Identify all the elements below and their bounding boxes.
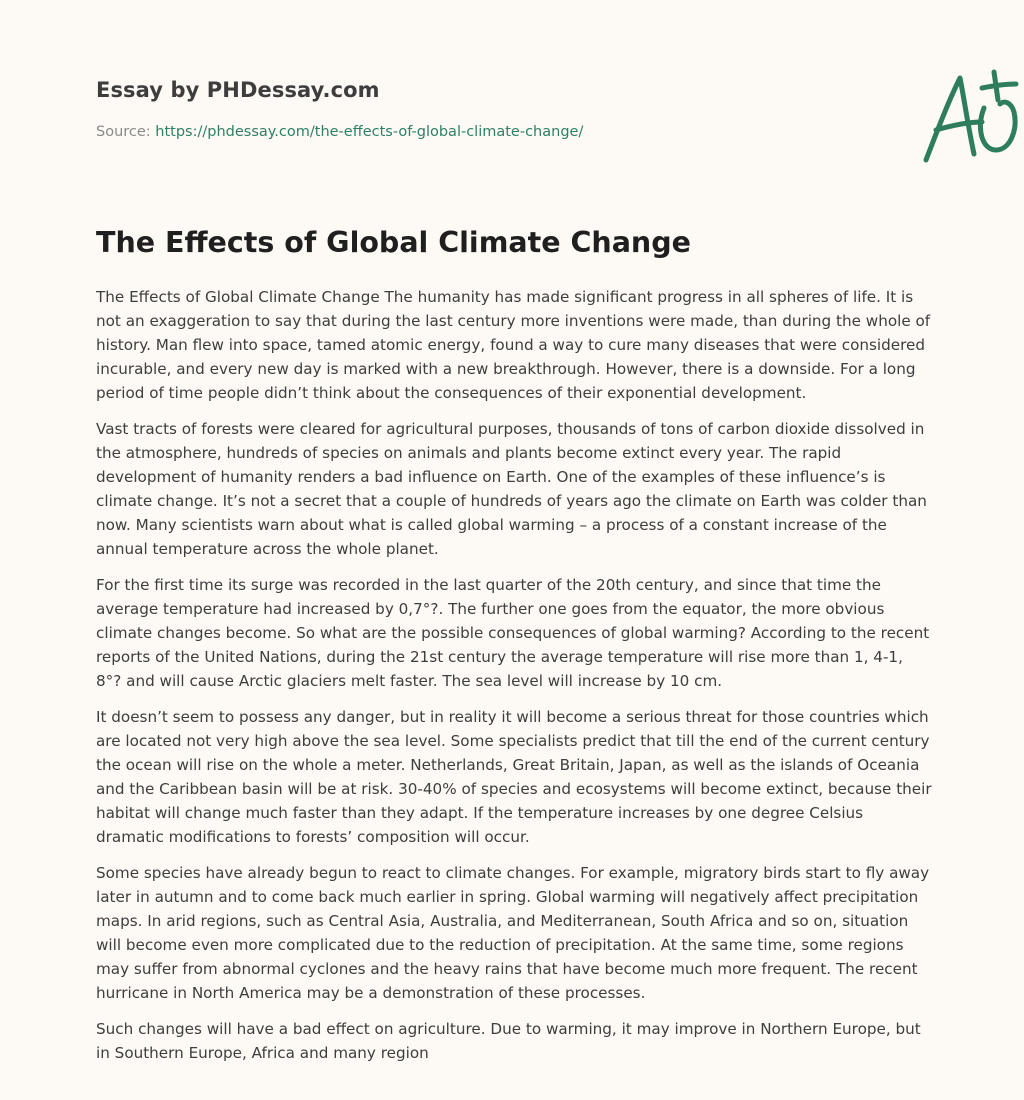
essay-paragraph: Vast tracts of forests were cleared for agricultural purposes, thousands of tons of carbon dioxide dissolved in the atmosphere, hundreds of species on animals and plants become extinct every year. The rapid development of humanity renders a bad influence on Earth. One of the examples of these influence’s is climate change. It’s not a secret that a couple of hundreds of years ago the climate on Earth was colder than now. Many scientists warn about what is called global warming – a process of a constant increase of the annual temperature across the whole planet. xyxy=(96,420,927,558)
source-line xyxy=(96,124,583,140)
essay-paragraph: It doesn’t seem to possess any danger, but in reality it will become a serious threat for those countries which are located not very high above the sea level. Some specialists predict that till the end of the current century the ocean will rise on the whole a meter. Netherlands, Great Britain, Japan, as well as the islands of Oceania and the Caribbean basin will be at risk. 30-40% of species and ecosystems will become extinct, because their habitat will change much faster than they adapt. If the temperature increases by one degree Celsius dramatic modifications to forests’ composition will occur. xyxy=(96,708,932,846)
essay-paragraph: For the first time its surge was recorded in the last quarter of the 20th century, and since that time the average temperature had increased by 0,7°?. The further one goes from the equator, the more obvious climate changes become. So what are the possible consequences of global warming? According to the recent reports of the United Nations, during the 21st century the average temperature will rise more than 1, 4-1, 8°? and will cause Arctic glaciers melt faster. The sea level will increase by 10 cm. xyxy=(96,576,930,690)
essay-title: The Effects of Global Climate Change xyxy=(96,226,691,259)
source-link[interactable]: https://phdessay.com/the-effects-of-global-climate-change/ xyxy=(155,124,584,140)
essay-body xyxy=(96,285,932,1077)
essay-paragraph: Some species have already begun to react to climate changes. For example, migratory birds start to fly away later in autumn and to come back much earlier in spring. Global warming will negatively affect precipitation maps. In arid regions, such as Central Asia, Australia, and Mediterranean, South Africa and so on, situation will become even more complicated due to the reduction of precipitation. At the same time, some regions may suffer from abnormal cyclones and the heavy rains that have become much more frequent. The recent hurricane in North America may be a demonstration of these processes. xyxy=(96,864,930,1002)
essay-paragraph: The Effects of Global Climate Change The humanity has made significant progress in all spheres of life. It is not an exaggeration to say that during the last century more inventions were made, than during the whole of history. Man flew into space, tamed atomic energy, found a way to cure many diseases that were considered incurable, and every new day is marked with a new breakthrough. However, there is a downside. For a long period of time people didn’t think about the consequences of their exponential development. xyxy=(96,288,931,402)
source-label: Source: xyxy=(96,124,151,140)
a-plus-logo-icon xyxy=(916,64,1024,168)
essay-paragraph: Such changes will have a bad effect on agriculture. Due to warming, it may improve in Northern Europe, but in Southern Europe, Africa and many region xyxy=(96,1020,921,1062)
site-title: Essay by PHDessay.com xyxy=(96,78,380,102)
